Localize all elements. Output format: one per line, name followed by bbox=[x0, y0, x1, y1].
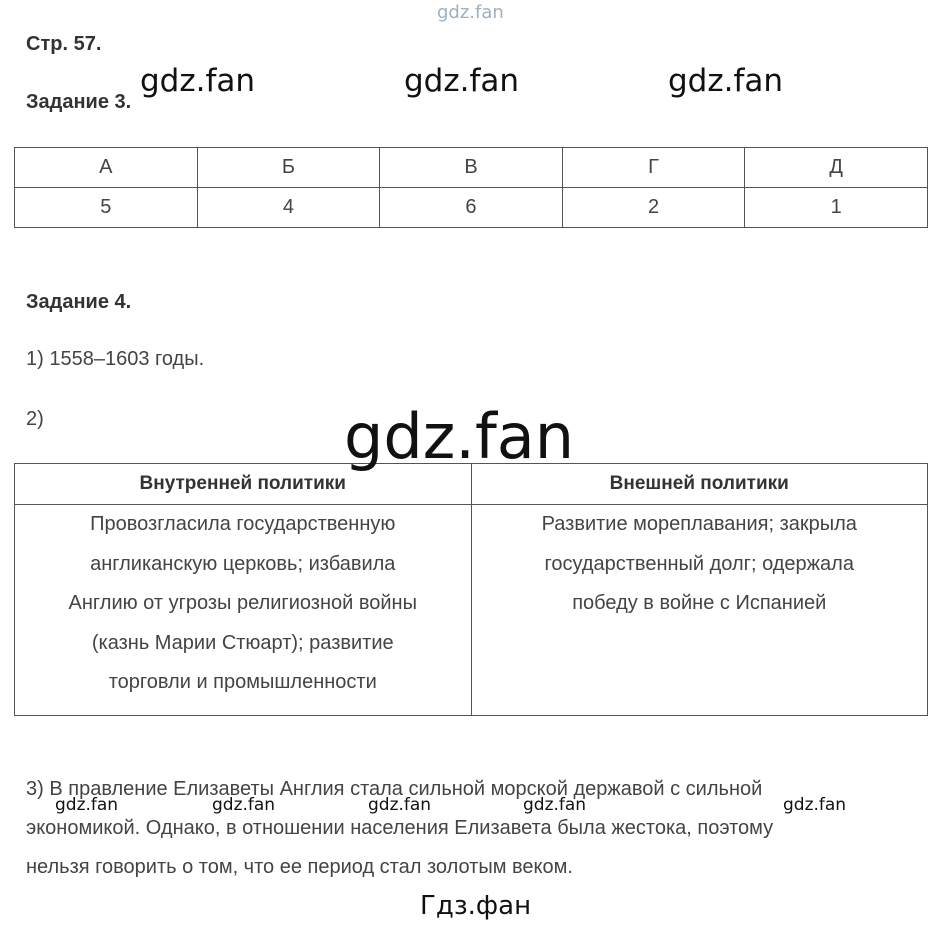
task-3-heading: Задание 3. bbox=[26, 91, 132, 113]
task-4-item-2: 2) bbox=[26, 408, 44, 430]
table-row bbox=[15, 505, 928, 716]
watermark-small: gdz.fan bbox=[368, 795, 432, 815]
watermark-small: gdz.fan bbox=[212, 795, 276, 815]
table-row bbox=[15, 148, 928, 188]
foreign-policy-header: Внешней политики bbox=[471, 464, 928, 505]
cell-line: победу в войне с Испанией bbox=[572, 592, 827, 614]
table-cell: А bbox=[15, 148, 198, 188]
table-cell: Г bbox=[562, 148, 745, 188]
task-4-item-3-line: 3) В правление Елизаветы Англия стала сильной морской державой с сильной bbox=[26, 778, 763, 800]
cell-line: торговли и промышленности bbox=[108, 671, 377, 693]
table-cell: 5 bbox=[15, 188, 198, 228]
table-cell: В bbox=[380, 148, 563, 188]
table-cell: 2 bbox=[562, 188, 745, 228]
cell-line: Англию от угрозы религиозной войны bbox=[68, 592, 417, 614]
watermark-small: gdz.fan bbox=[55, 795, 119, 815]
task-4-item-1: 1) 1558–1603 годы. bbox=[26, 348, 205, 370]
cell-line: англиканскую церковь; избавила bbox=[90, 552, 396, 575]
table-cell: Д bbox=[745, 148, 928, 188]
table-row bbox=[15, 188, 928, 228]
task-4-item-3-line: экономикой. Однако, в отношении населения Елизавета была жестока, поэтому bbox=[26, 817, 774, 839]
task-3-table bbox=[14, 147, 928, 228]
cell-line: Провозгласила государственную bbox=[90, 513, 396, 535]
table-cell: 1 bbox=[745, 188, 928, 228]
watermark-row-1: gdz.fan bbox=[140, 63, 256, 99]
table-cell: 6 bbox=[380, 188, 563, 228]
cell-line: Развитие мореплавания; закрыла bbox=[541, 513, 857, 535]
task-4-heading: Задание 4. bbox=[26, 291, 132, 313]
cell-line: (казнь Марии Стюарт); развитие bbox=[91, 631, 394, 654]
watermark-center: gdz.fan bbox=[344, 400, 575, 473]
cell-line: государственный долг; одержала bbox=[544, 552, 854, 575]
watermark-footer: Гдз.фан bbox=[420, 891, 532, 921]
domestic-policy-cell bbox=[15, 505, 472, 716]
domestic-policy-header: Внутренней политики bbox=[15, 464, 472, 505]
policy-table bbox=[14, 463, 928, 716]
foreign-policy-cell bbox=[471, 505, 928, 716]
page-number-label: Стр. 57. bbox=[26, 33, 102, 55]
watermark-small: gdz.fan bbox=[783, 795, 847, 815]
task-4-item-3-line: нельзя говорить о том, что ее период стал золотым веком. bbox=[26, 856, 573, 878]
watermark-small: gdz.fan bbox=[523, 795, 587, 815]
watermark-row-2: gdz.fan bbox=[404, 63, 520, 99]
table-cell: 4 bbox=[197, 188, 380, 228]
watermark-top: gdz.fan bbox=[437, 2, 504, 23]
watermark-row-3: gdz.fan bbox=[668, 63, 784, 99]
table-cell: Б bbox=[197, 148, 380, 188]
